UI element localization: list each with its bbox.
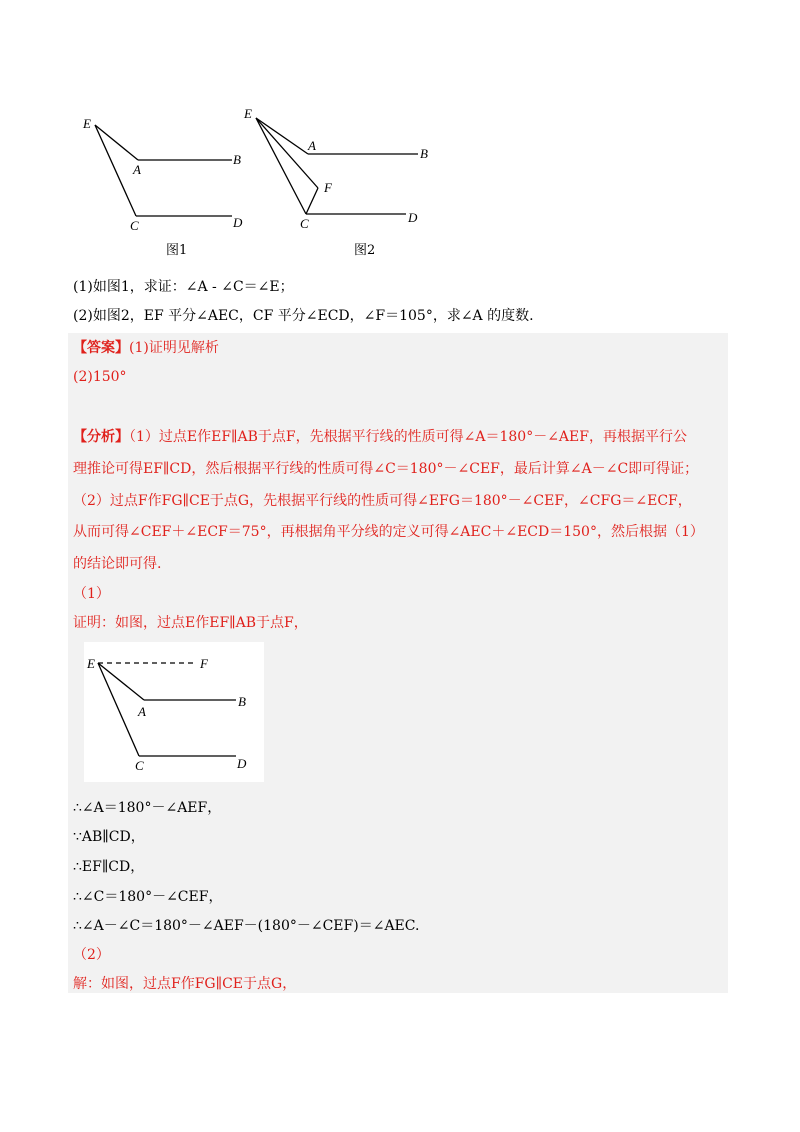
fig2-segment-fc xyxy=(306,188,318,214)
proof-step-2: ∵AB∥CD， xyxy=(73,829,145,845)
fig3-label-c: C xyxy=(135,758,144,773)
fig2-label-b: B xyxy=(420,146,428,161)
answer-part-1: (1)证明见解析 xyxy=(129,340,219,356)
fig2-label-e: E xyxy=(244,106,252,121)
answer-line-1 xyxy=(73,338,219,358)
answer-tag: 【答案】 xyxy=(73,340,129,356)
figure-1 xyxy=(70,100,260,260)
fig3-label-d: D xyxy=(237,756,247,771)
fig3-segment-ec xyxy=(98,663,139,756)
fig1-segment-ec xyxy=(95,125,136,216)
proof-step-5: ∴∠A－∠C＝180°－∠AEF－(180°－∠CEF)＝∠AEC. xyxy=(73,918,420,934)
fig2-label-d: D xyxy=(408,210,418,225)
fig3-segment-ea xyxy=(98,663,144,700)
figure-2 xyxy=(238,100,438,260)
fig1-label-a: A xyxy=(133,162,141,177)
solution-part-2-intro: 解：如图，过点F作FG∥CE于点G， xyxy=(73,976,297,992)
fig2-label-c: C xyxy=(300,216,309,231)
fig1-caption: 图1 xyxy=(166,243,188,258)
analysis-line-1 xyxy=(73,427,687,447)
fig1-label-c: C xyxy=(130,218,139,233)
proof-step-3: ∴EF∥CD， xyxy=(73,859,145,875)
fig2-caption: 图2 xyxy=(354,243,376,258)
fig3-label-f: F xyxy=(200,656,208,671)
fig1-label-d: D xyxy=(233,215,243,230)
analysis-line-5: 的结论即可得. xyxy=(73,556,162,572)
fig3-label-b: B xyxy=(238,694,246,709)
question-part-1: (1)如图1，求证：∠A - ∠C＝∠E； xyxy=(73,279,294,295)
analysis-line-3: （2）过点F作FG∥CE于点G，先根据平行线的性质可得∠EFG＝180°－∠CEF，∠CFG＝∠ECF， xyxy=(73,493,692,509)
proof-step-4: ∴∠C＝180°－∠CEF， xyxy=(73,889,223,905)
answer-part-2: (2)150° xyxy=(73,369,127,385)
analysis-text-1: （1）过点E作EF∥AB于点F，先根据平行线的性质可得∠A＝180°－∠AEF，再根据平行公 xyxy=(129,429,687,445)
fig1-label-e: E xyxy=(83,116,91,131)
fig3-label-e: E xyxy=(87,656,95,671)
analysis-tag: 【分析】 xyxy=(73,429,129,445)
analysis-line-4: 从而可得∠CEF＋∠ECF＝75°，再根据角平分线的定义可得∠AEC＋∠ECD＝150°，然后根据（1） xyxy=(73,524,704,540)
question-part-2: (2)如图2，EF 平分∠AEC，CF 平分∠ECD，∠F＝105°，求∠A 的度数. xyxy=(73,308,534,324)
analysis-line-2: 理推论可得EF∥CD，然后根据平行线的性质可得∠C＝180°－∠CEF，最后计算∠A－∠C即可得证； xyxy=(73,461,699,477)
fig1-label-b: B xyxy=(233,152,241,167)
fig3-label-a: A xyxy=(138,704,146,719)
fig2-label-f: F xyxy=(324,180,332,195)
solution-part-2-label: （2） xyxy=(73,947,110,963)
fig2-label-a: A xyxy=(308,138,316,153)
fig1-segment-ea xyxy=(95,125,138,160)
proof-step-1: ∴∠A＝180°－∠AEF， xyxy=(73,800,222,816)
figure-3 xyxy=(84,642,264,782)
fig2-segment-ea xyxy=(256,118,308,154)
solution-part-1-label: （1） xyxy=(73,586,110,602)
solution-part-1-intro: 证明：如图，过点E作EF∥AB于点F， xyxy=(73,615,308,631)
